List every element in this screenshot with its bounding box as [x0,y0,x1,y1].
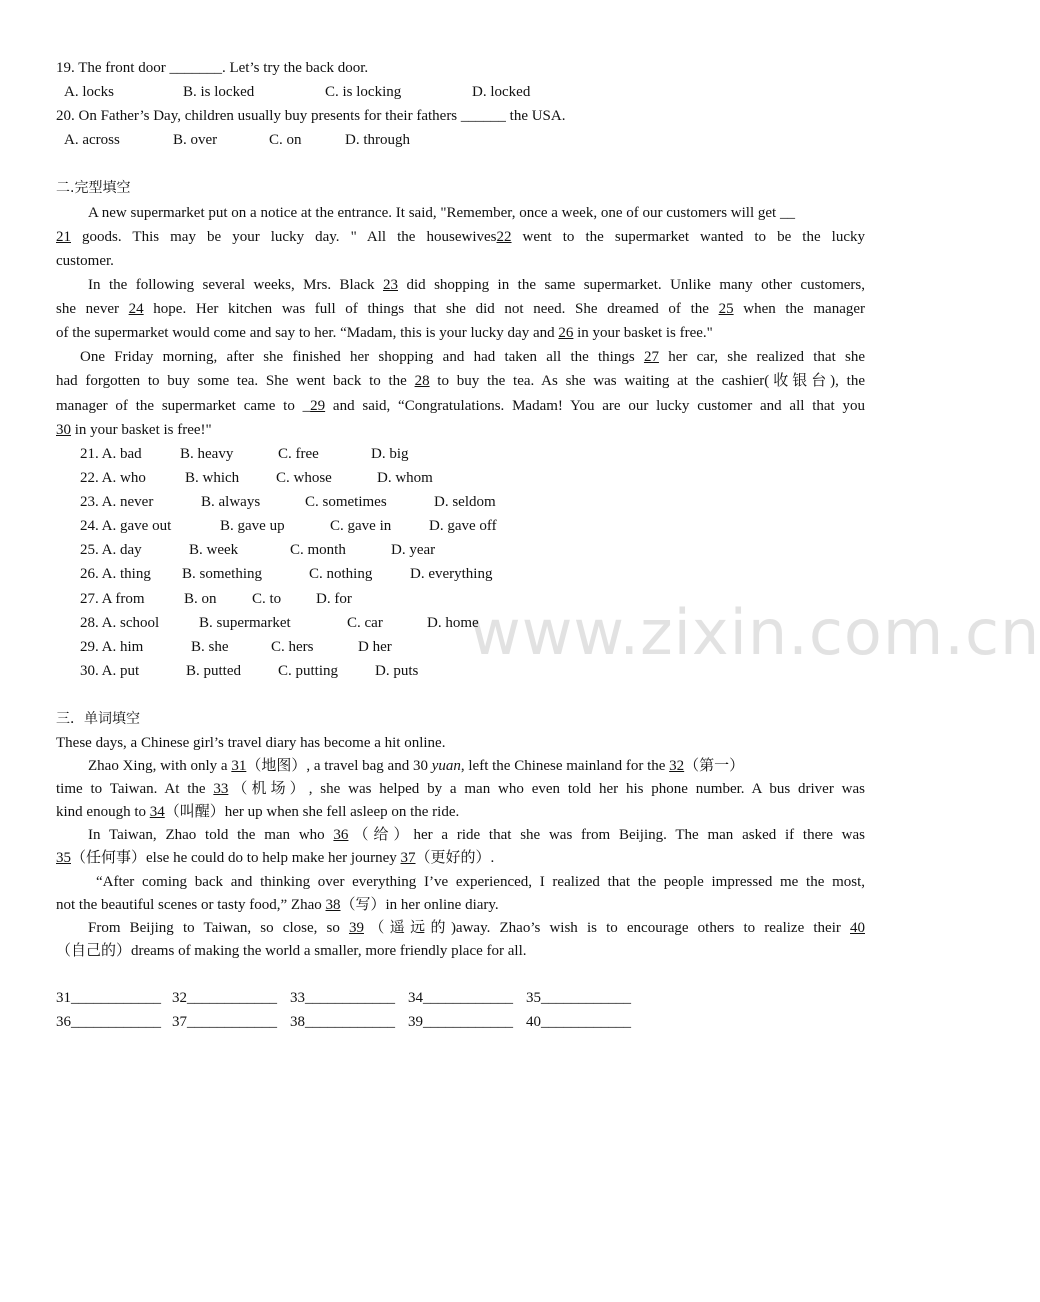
option-29-a: 29. A. him [80,639,144,655]
passage-line-8: not the beautiful scenes or tasty food,” Zhao 38（写）in her online diary. [56,897,499,913]
option-22-c: C. whose [276,470,332,486]
passage-line-10: （自己的）dreams of making the world a smaller, more friendly place for all. [56,943,527,959]
option-24-c: C. gave in [330,518,392,534]
option-30-d: D. puts [375,663,419,679]
answer-38[interactable]: 38____________ [290,1014,395,1030]
q19-option-b: B. is locked [183,84,255,100]
option-28-b: B. supermarket [199,615,291,631]
blank-35: 35 [56,850,71,866]
option-29-d: D her [358,639,392,655]
option-23-c: C. sometimes [305,494,387,510]
cloze-line-8: had forgotten to buy some tea. She went back to the 28 to buy the tea. As she was waiting at the cashier(收银台), the [56,373,865,389]
blank-33: 33 [213,781,229,797]
q20-option-d: D. through [345,132,410,148]
watermark: www.zixin.com.cn [470,596,1040,669]
cloze-line-6: of the supermarket would come and say to her. “Madam, this is your lucky day and 26 in your basket is free." [56,325,713,341]
blank-29: 29 [310,398,326,414]
option-21-c: C. free [278,446,319,462]
passage-line-5: In Taiwan, Zhao told the man who 36（给）her a ride that she was from Beijing. The man asked if there was [88,827,865,843]
blank-37: 37 [400,850,416,866]
option-28-d: D. home [427,615,479,631]
blank-28: 28 [414,373,430,389]
blank-27: 27 [643,349,659,365]
q20-stem: 20. On Father’s Day, children usually buy presents for their fathers ______ the USA. [56,108,566,124]
option-21-a: 21. A. bad [80,446,142,462]
blank-34: 34 [149,804,165,820]
q20-option-a: A. across [64,132,120,148]
option-26-a: 26. A. thing [80,566,151,582]
option-28-c: C. car [347,615,383,631]
blank-22: 22 [496,229,512,245]
cloze-line-7: One Friday morning, after she finished her shopping and had taken all the things 27 her car, she realized that she [80,349,865,365]
answer-34[interactable]: 34____________ [408,990,513,1006]
q20-option-c: C. on [269,132,302,148]
option-22-d: D. whom [377,470,433,486]
option-26-c: C. nothing [309,566,373,582]
option-22-b: B. which [185,470,240,486]
q19-option-d: D. locked [472,84,531,100]
section2-heading: 二.完型填空 [56,180,131,196]
passage-line-9: From Beijing to Taiwan, so close, so 39（遥远的)away. Zhao’s wish is to encourage others to realize their 40 [88,920,865,936]
answer-37[interactable]: 37____________ [172,1014,277,1030]
cloze-line-1: A new supermarket put on a notice at the entrance. It said, "Remember, once a week, one of our customers will get __ [88,205,795,221]
cloze-line-4: In the following several weeks, Mrs. Black 23 did shopping in the same supermarket. Unlike many other customers, [88,277,865,293]
blank-26: 26 [558,325,574,341]
blank-21: 21 [56,229,71,245]
section3-heading: 三．单词填空 [56,711,140,727]
passage-line-3: time to Taiwan. At the 33（机场）, she was helped by a man who even told her his phone number. A bus driver was [56,781,865,797]
option-25-d: D. year [391,542,436,558]
answer-35[interactable]: 35____________ [526,990,631,1006]
cloze-line-2: 21 goods. This may be your lucky day. " All the housewives22 went to the supermarket wanted to be the lucky [56,229,866,245]
blank-40: 40 [850,920,865,936]
option-27-a: 27. A from [80,591,145,607]
option-27-b: B. on [184,591,217,607]
option-30-a: 30. A. put [80,663,140,679]
option-24-b: B. gave up [220,518,285,534]
option-27-d: D. for [316,591,352,607]
passage-line-7: “After coming back and thinking over everything I’ve experienced, I realized that the people impressed me the most, [96,874,865,890]
option-30-c: C. putting [278,663,339,679]
cloze-line-9: manager of the supermarket came to _29 and said, “Congratulations. Madam! You are our lucky customer and all that you [56,398,865,414]
option-25-b: B. week [189,542,239,558]
answer-40[interactable]: 40____________ [526,1014,631,1030]
option-23-d: D. seldom [434,494,496,510]
passage-line-6: 35（任何事）else he could do to help make her journey 37（更好的）. [56,850,495,866]
option-21-b: B. heavy [180,446,234,462]
passage-line-4: kind enough to 34（叫醒）her up when she fell asleep on the ride. [56,804,460,820]
option-22-a: 22. A. who [80,470,146,486]
q20-option-b: B. over [173,132,218,148]
option-23-b: B. always [201,494,261,510]
answer-32[interactable]: 32____________ [172,990,277,1006]
answer-33[interactable]: 33____________ [290,990,395,1006]
cloze-line-3: customer. [56,253,114,269]
option-29-b: B. she [191,639,229,655]
q19-option-c: C. is locking [325,84,402,100]
blank-32: 32 [669,758,685,774]
blank-24: 24 [128,301,144,317]
option-24-a: 24. A. gave out [80,518,172,534]
cloze-line-5: she never 24 hope. Her kitchen was full of things that she did not need. She dreamed of the 25 when the manager [56,301,866,317]
option-28-a: 28. A. school [80,615,160,631]
q19-stem: 19. The front door _______. Let’s try the back door. [56,60,369,76]
option-25-a: 25. A. day [80,542,142,558]
option-27-c: C. to [252,591,282,607]
option-26-b: B. something [182,566,263,582]
option-25-c: C. month [290,542,346,558]
answer-31[interactable]: 31____________ [56,990,161,1006]
option-30-b: B. putted [186,663,241,679]
answer-36[interactable]: 36____________ [56,1014,161,1030]
option-23-a: 23. A. never [80,494,154,510]
blank-25: 25 [718,301,734,317]
answer-39[interactable]: 39____________ [408,1014,513,1030]
option-21-d: D. big [371,446,409,462]
blank-39: 39 [348,920,364,936]
blank-31: 31 [231,758,247,774]
passage-line-2: Zhao Xing, with only a 31（地图）, a travel bag and 30 yuan, left the Chinese mainland for the 32（第一） [88,758,745,774]
cloze-line-10: 30 in your basket is free!" [56,422,212,438]
option-29-c: C. hers [271,639,314,655]
blank-23: 23 [382,277,398,293]
passage-line-1: These days, a Chinese girl’s travel diary has become a hit online. [56,735,446,751]
blank-30: 30 [56,422,71,438]
blank-36: 36 [333,827,349,843]
option-26-d: D. everything [410,566,493,582]
blank-38: 38 [325,897,341,913]
option-24-d: D. gave off [429,518,497,534]
q19-option-a: A. locks [64,84,114,100]
